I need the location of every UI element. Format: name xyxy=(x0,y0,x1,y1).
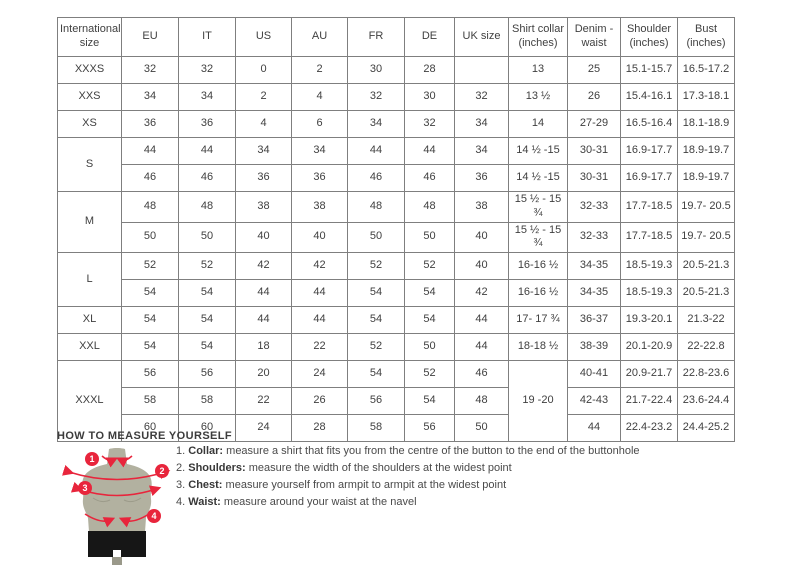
collar-cell: 18-18 ½ xyxy=(509,334,568,361)
size-cell: XXS xyxy=(58,84,122,111)
cell: 36 xyxy=(292,165,348,192)
cell: 40 xyxy=(455,253,509,280)
cell: 54 xyxy=(122,334,179,361)
cell: 34-35 xyxy=(568,280,621,307)
cell: 38 xyxy=(292,192,348,223)
cell: 38 xyxy=(236,192,292,223)
column-header: US xyxy=(236,18,292,57)
item-text: measure around your waist at the navel xyxy=(220,496,417,508)
cell: 23.6-24.4 xyxy=(678,388,735,415)
collar-cell: 14 ½ -15 xyxy=(509,165,568,192)
cell: 32 xyxy=(348,84,405,111)
marker-2-label: 2 xyxy=(159,466,165,477)
cell: 16.5-17.2 xyxy=(678,57,735,84)
column-header: Shirt collar (inches) xyxy=(509,18,568,57)
cell: 28 xyxy=(292,415,348,442)
cell: 52 xyxy=(405,253,455,280)
cell: 56 xyxy=(122,361,179,388)
collar-cell: 13 ½ xyxy=(509,84,568,111)
cell: 40 xyxy=(236,222,292,253)
cell: 54 xyxy=(179,334,236,361)
cell: 20.9-21.7 xyxy=(621,361,678,388)
size-cell: XXL xyxy=(58,334,122,361)
cell: 36 xyxy=(455,165,509,192)
cell: 54 xyxy=(122,307,179,334)
cell: 42-43 xyxy=(568,388,621,415)
cell: 58 xyxy=(179,388,236,415)
cell: 22 xyxy=(292,334,348,361)
cell: 26 xyxy=(568,84,621,111)
table-row xyxy=(58,84,735,111)
cell: 21.3-22 xyxy=(678,307,735,334)
column-header: EU xyxy=(122,18,179,57)
collar-cell: 14 ½ -15 xyxy=(509,138,568,165)
cell: 52 xyxy=(122,253,179,280)
cell: 38 xyxy=(455,192,509,223)
cell: 44 xyxy=(405,138,455,165)
cell: 27-29 xyxy=(568,111,621,138)
measure-figure xyxy=(57,445,177,566)
size-cell: S xyxy=(58,138,122,192)
cell: 36 xyxy=(122,111,179,138)
cell: 4 xyxy=(292,84,348,111)
collar-cell: 16-16 ½ xyxy=(509,280,568,307)
cell: 18.1-18.9 xyxy=(678,111,735,138)
cell: 18.5-19.3 xyxy=(621,253,678,280)
cell: 34 xyxy=(236,138,292,165)
cell: 22.4-23.2 xyxy=(621,415,678,442)
column-header: UK size xyxy=(455,18,509,57)
cell: 50 xyxy=(405,222,455,253)
cell: 0 xyxy=(236,57,292,84)
cell: 24 xyxy=(292,361,348,388)
cell: 44 xyxy=(122,138,179,165)
cell: 40-41 xyxy=(568,361,621,388)
cell: 2 xyxy=(292,57,348,84)
cell: 16.9-17.7 xyxy=(621,138,678,165)
cell: 15.4-16.1 xyxy=(621,84,678,111)
table-row xyxy=(58,222,735,253)
measure-item xyxy=(176,443,640,460)
cell: 20.5-21.3 xyxy=(678,280,735,307)
table-row xyxy=(58,192,735,223)
cell: 54 xyxy=(405,280,455,307)
column-header: DE xyxy=(405,18,455,57)
cell xyxy=(455,57,509,84)
cell: 20.5-21.3 xyxy=(678,253,735,280)
cell: 20 xyxy=(236,361,292,388)
table-row xyxy=(58,334,735,361)
cell: 46 xyxy=(405,165,455,192)
cell: 56 xyxy=(179,361,236,388)
cell: 16.5-16.4 xyxy=(621,111,678,138)
column-header: AU xyxy=(292,18,348,57)
measure-item xyxy=(176,477,640,494)
column-header: International size xyxy=(58,18,122,57)
cell: 44 xyxy=(568,415,621,442)
cell: 54 xyxy=(179,280,236,307)
cell: 34 xyxy=(122,84,179,111)
item-text: measure yourself from armpit to armpit at the widest point xyxy=(222,479,507,491)
cell: 48 xyxy=(348,192,405,223)
cell: 38-39 xyxy=(568,334,621,361)
cell: 48 xyxy=(455,388,509,415)
measure-item xyxy=(176,494,640,511)
marker-1-label: 1 xyxy=(89,454,95,465)
cell: 17.7-18.5 xyxy=(621,192,678,223)
cell: 36 xyxy=(179,111,236,138)
cell: 19.3-20.1 xyxy=(621,307,678,334)
cell: 24 xyxy=(236,415,292,442)
table-row xyxy=(58,361,735,388)
table-row xyxy=(58,111,735,138)
cell: 36-37 xyxy=(568,307,621,334)
column-header: Denim - waist xyxy=(568,18,621,57)
collar-cell: 15 ½ - 15 ¾ xyxy=(509,222,568,253)
cell: 60 xyxy=(179,415,236,442)
cell: 44 xyxy=(292,307,348,334)
column-header: FR xyxy=(348,18,405,57)
collar-cell: 15 ½ - 15 ¾ xyxy=(509,192,568,223)
cell: 52 xyxy=(348,253,405,280)
cell: 26 xyxy=(292,388,348,415)
cell: 58 xyxy=(348,415,405,442)
column-header: Shoulder (inches) xyxy=(621,18,678,57)
cell: 22.8-23.6 xyxy=(678,361,735,388)
cell: 18.9-19.7 xyxy=(678,138,735,165)
table-row xyxy=(58,138,735,165)
cell: 32 xyxy=(455,84,509,111)
marker-3-label: 3 xyxy=(82,483,88,494)
cell: 52 xyxy=(405,361,455,388)
cell: 50 xyxy=(348,222,405,253)
cell: 17.3-18.1 xyxy=(678,84,735,111)
cell: 6 xyxy=(292,111,348,138)
cell: 18 xyxy=(236,334,292,361)
cell: 46 xyxy=(348,165,405,192)
cell: 34 xyxy=(292,138,348,165)
cell: 40 xyxy=(455,222,509,253)
cell: 17.7-18.5 xyxy=(621,222,678,253)
cell: 22-22.8 xyxy=(678,334,735,361)
collar-cell: 19 -20 xyxy=(509,361,568,442)
cell: 19.7- 20.5 xyxy=(678,192,735,223)
cell: 16.9-17.7 xyxy=(621,165,678,192)
cell: 44 xyxy=(348,138,405,165)
item-label: Waist: xyxy=(188,496,221,508)
header-row xyxy=(58,18,735,57)
table-row xyxy=(58,253,735,280)
measure-item xyxy=(176,460,640,477)
size-cell: XXXS xyxy=(58,57,122,84)
cell: 54 xyxy=(405,307,455,334)
cell: 19.7- 20.5 xyxy=(678,222,735,253)
size-chart-section xyxy=(57,17,735,442)
table-row xyxy=(58,388,735,415)
cell: 44 xyxy=(292,280,348,307)
item-text: measure a shirt that fits you from the centre of the button to the end of the buttonhole xyxy=(223,445,640,457)
size-cell: XL xyxy=(58,307,122,334)
cell: 20.1-20.9 xyxy=(621,334,678,361)
cell: 28 xyxy=(405,57,455,84)
cell: 46 xyxy=(122,165,179,192)
cell: 54 xyxy=(348,280,405,307)
cell: 60 xyxy=(122,415,179,442)
cell: 50 xyxy=(179,222,236,253)
cell: 54 xyxy=(179,307,236,334)
cell: 25 xyxy=(568,57,621,84)
cell: 30-31 xyxy=(568,165,621,192)
table-row xyxy=(58,280,735,307)
torso-figure-svg xyxy=(57,445,177,566)
cell: 18.5-19.3 xyxy=(621,280,678,307)
cell: 52 xyxy=(179,253,236,280)
cell: 22 xyxy=(236,388,292,415)
cell: 34 xyxy=(179,84,236,111)
cell: 2 xyxy=(236,84,292,111)
cell: 54 xyxy=(122,280,179,307)
size-table xyxy=(57,17,735,442)
item-number: 1. xyxy=(176,445,186,457)
item-label: Collar: xyxy=(188,445,224,457)
cell: 48 xyxy=(179,192,236,223)
cell: 30-31 xyxy=(568,138,621,165)
cell: 30 xyxy=(348,57,405,84)
cell: 18.9-19.7 xyxy=(678,165,735,192)
cell: 34-35 xyxy=(568,253,621,280)
cell: 48 xyxy=(405,192,455,223)
cell: 42 xyxy=(455,280,509,307)
cell: 44 xyxy=(236,280,292,307)
cell: 4 xyxy=(236,111,292,138)
cell: 30 xyxy=(405,84,455,111)
cell: 15.1-15.7 xyxy=(621,57,678,84)
size-cell: L xyxy=(58,253,122,307)
cell: 32 xyxy=(179,57,236,84)
table-row xyxy=(58,307,735,334)
collar-cell: 14 xyxy=(509,111,568,138)
measure-list xyxy=(176,443,640,511)
table-row xyxy=(58,57,735,84)
column-header: Bust (inches) xyxy=(678,18,735,57)
cell: 34 xyxy=(455,111,509,138)
table-row xyxy=(58,165,735,192)
cell: 36 xyxy=(236,165,292,192)
cell: 54 xyxy=(405,388,455,415)
cell: 50 xyxy=(405,334,455,361)
cell: 54 xyxy=(348,307,405,334)
collar-cell: 16-16 ½ xyxy=(509,253,568,280)
cell: 32-33 xyxy=(568,222,621,253)
column-header: IT xyxy=(179,18,236,57)
cell: 52 xyxy=(348,334,405,361)
marker-4-label: 4 xyxy=(151,511,157,522)
cell: 44 xyxy=(455,334,509,361)
cell: 48 xyxy=(122,192,179,223)
cell: 58 xyxy=(122,388,179,415)
cell: 32 xyxy=(122,57,179,84)
cell: 44 xyxy=(179,138,236,165)
cell: 56 xyxy=(405,415,455,442)
item-number: 4. xyxy=(176,496,186,508)
cell: 21.7-22.4 xyxy=(621,388,678,415)
cell: 34 xyxy=(455,138,509,165)
item-number: 2. xyxy=(176,462,186,474)
cell: 50 xyxy=(455,415,509,442)
item-label: Shoulders: xyxy=(188,462,246,474)
cell: 32-33 xyxy=(568,192,621,223)
cell: 46 xyxy=(455,361,509,388)
cell: 34 xyxy=(348,111,405,138)
cell: 46 xyxy=(179,165,236,192)
size-cell: XS xyxy=(58,111,122,138)
size-cell: XXXL xyxy=(58,361,122,442)
size-cell: M xyxy=(58,192,122,253)
cell: 24.4-25.2 xyxy=(678,415,735,442)
item-label: Chest: xyxy=(188,479,223,491)
item-number: 3. xyxy=(176,479,186,491)
cell: 44 xyxy=(236,307,292,334)
cell: 42 xyxy=(292,253,348,280)
cell: 32 xyxy=(405,111,455,138)
cell: 42 xyxy=(236,253,292,280)
cell: 56 xyxy=(348,388,405,415)
cell: 40 xyxy=(292,222,348,253)
cell: 44 xyxy=(455,307,509,334)
collar-cell: 17- 17 ¾ xyxy=(509,307,568,334)
collar-cell: 13 xyxy=(509,57,568,84)
cell: 54 xyxy=(348,361,405,388)
measure-heading: HOW TO MEASURE YOURSELF xyxy=(57,430,233,442)
item-text: measure the width of the shoulders at the widest point xyxy=(245,462,512,474)
cell: 50 xyxy=(122,222,179,253)
